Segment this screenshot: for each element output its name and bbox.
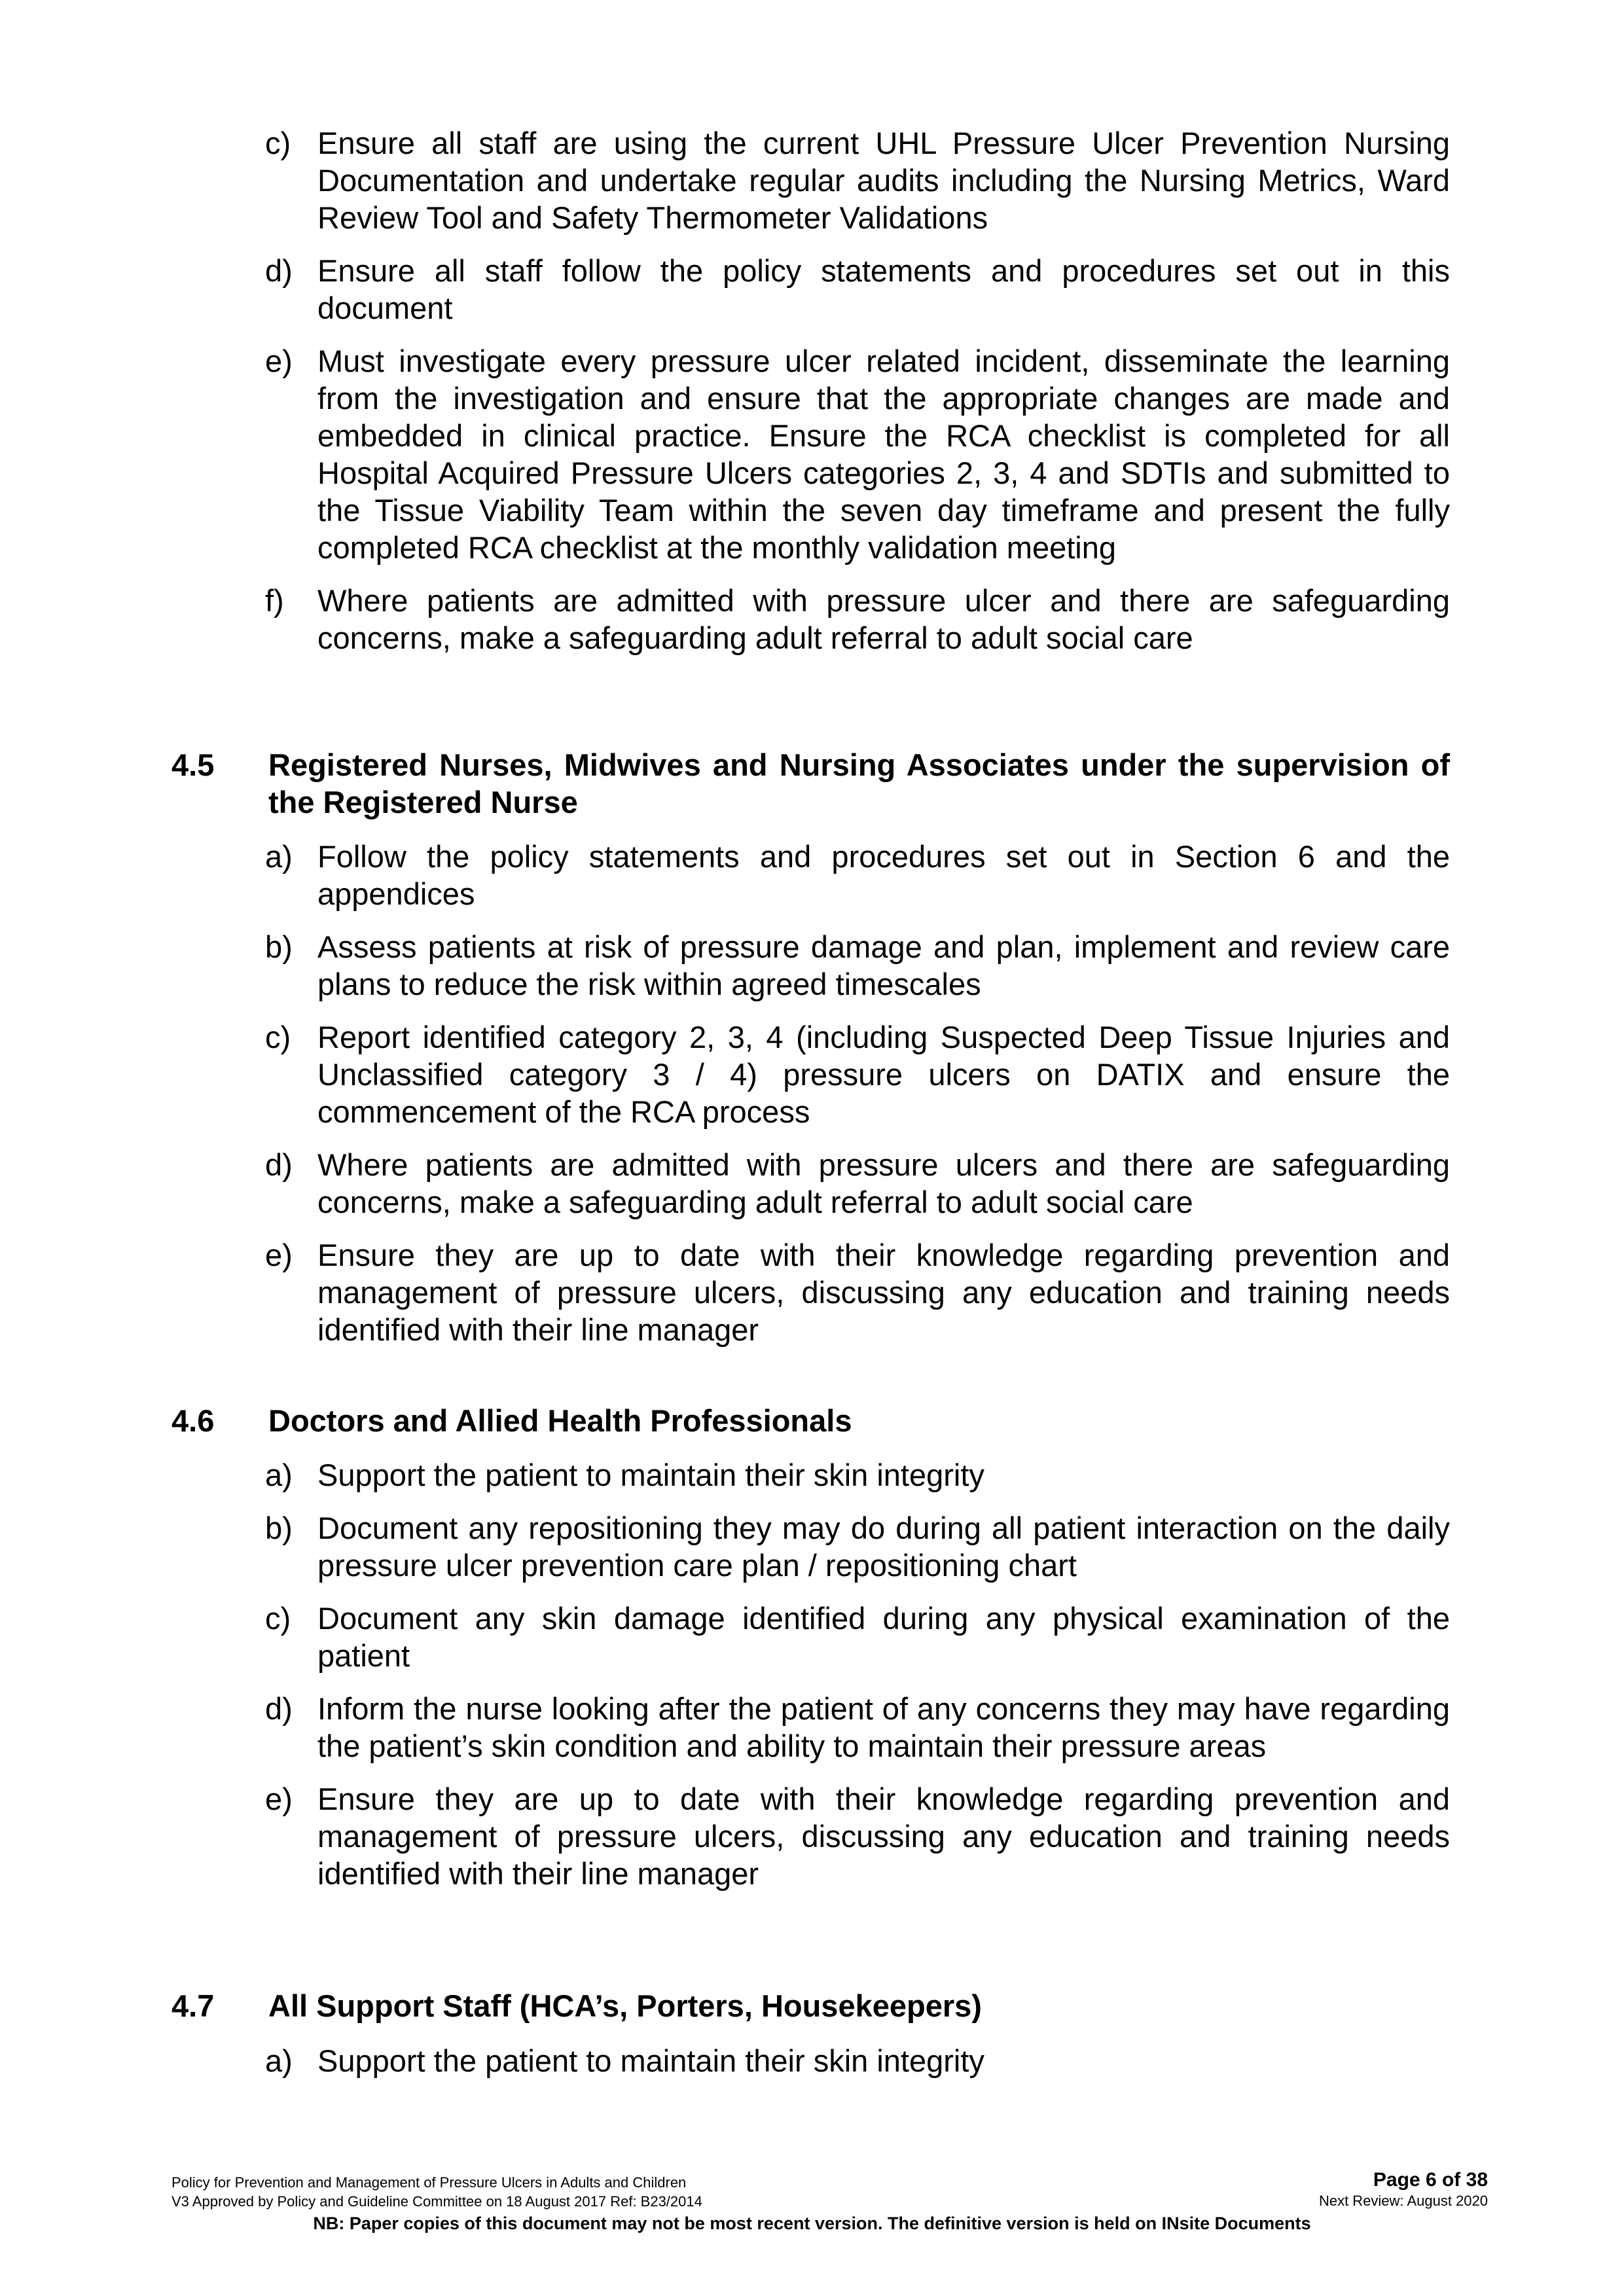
list-item [265, 838, 1450, 912]
list-item-text: Follow the policy statements and procedures set out in Section 6 and the appendices [317, 839, 1450, 911]
section-heading-4-6 [171, 1402, 1450, 1439]
list-item-label: d) [265, 1147, 293, 1182]
list-item-label: d) [265, 1691, 293, 1726]
section-4-5-list [265, 838, 1450, 1364]
list-item [265, 124, 1450, 236]
responsibilities-list-continued [265, 124, 1450, 672]
list-item-label: b) [265, 929, 293, 964]
section-4-6-list [265, 1456, 1450, 1908]
list-item-text: Report identified category 2, 3, 4 (including Suspected Deep Tissue Injuries and Unclassified category 3 / 4) pressure ulcers on DATIX and ensure the commencement of the RCA process [317, 1020, 1450, 1129]
list-item [265, 1146, 1450, 1221]
list-item-text: Ensure they are up to date with their knowledge regarding prevention and management of pressure ulcers, discussing any education and training needs identified with their line manager [317, 1238, 1450, 1347]
section-heading-4-5 [171, 746, 1450, 821]
list-item [265, 1690, 1450, 1765]
list-item-text: Assess patients at risk of pressure damage and plan, implement and review care plans to reduce the risk within agreed timescales [317, 929, 1450, 1001]
list-item-text: Support the patient to maintain their skin integrity [317, 1458, 984, 1492]
list-item [265, 1456, 1450, 1494]
list-item [265, 1600, 1450, 1674]
list-item-text: Where patients are admitted with pressure ulcers and there are safeguarding concerns, make a safeguarding adult referral to adult social care [317, 1147, 1450, 1219]
list-item-text: Must investigate every pressure ulcer related incident, disseminate the learning from the investigation and ensure that the appropriate changes are made and embedded in clinical practice. Ensure the RCA checklist is completed for all Hospital Acquired Pressure Ulcers categories 2, 3, 4 and SDTIs and submitted to the Tissue Viability Team within the seven day timeframe and present the fully completed RCA checklist at the monthly validation meeting [317, 344, 1450, 565]
list-item [265, 1780, 1450, 1892]
list-item-label: c) [265, 1601, 291, 1636]
list-item-label: e) [265, 344, 293, 378]
list-item-label: c) [265, 1020, 291, 1054]
section-title: Doctors and Allied Health Professionals [268, 1403, 852, 1438]
section-number: 4.6 [171, 1403, 215, 1438]
list-item-label: b) [265, 1511, 293, 1545]
section-heading-4-7 [171, 1987, 1450, 2024]
footer-note: NB: Paper copies of this document may not be most recent version. The definitive version is held on INsite Documents [313, 2214, 1311, 2233]
section-number: 4.7 [171, 1988, 215, 2023]
list-item-label: a) [265, 2043, 293, 2078]
footer-right [1319, 2169, 1488, 2210]
page-number: Page 6 of 38 [1373, 2169, 1488, 2191]
list-item-label: f) [265, 583, 284, 618]
footer-left [171, 2173, 702, 2211]
section-title: All Support Staff (HCA’s, Porters, Housekeepers) [268, 1988, 982, 2023]
list-item-text: Document any skin damage identified during any physical examination of the patient [317, 1601, 1450, 1673]
list-item-text: Where patients are admitted with pressure ulcer and there are safeguarding concerns, make a safeguarding adult referral to adult social care [317, 583, 1450, 655]
footer-document-title: Policy for Prevention and Management of Pressure Ulcers in Adults and Children [171, 2174, 687, 2191]
list-item-label: e) [265, 1782, 293, 1816]
list-item [265, 1509, 1450, 1584]
list-item [265, 252, 1450, 327]
list-item-text: Ensure they are up to date with their knowledge regarding prevention and management of pressure ulcers, discussing any education and training needs identified with their line manager [317, 1782, 1450, 1891]
list-item [265, 1236, 1450, 1348]
section-number: 4.5 [171, 747, 215, 782]
section-title: Registered Nurses, Midwives and Nursing Associates under the supervision of the Registered Nurse [268, 747, 1450, 819]
list-item [265, 342, 1450, 566]
list-item [265, 1018, 1450, 1130]
list-item-label: a) [265, 839, 293, 874]
footer-approval: V3 Approved by Policy and Guideline Committee on 18 August 2017 Ref: B23/2014 [171, 2193, 702, 2210]
footer-next-review: Next Review: August 2020 [1318, 2193, 1488, 2209]
list-item-text: Inform the nurse looking after the patient of any concerns they may have regarding the patient’s skin condition and ability to maintain their pressure areas [317, 1691, 1450, 1763]
list-item-label: a) [265, 1458, 293, 1492]
list-item [265, 582, 1450, 656]
list-item [265, 2042, 1450, 2079]
list-item-text: Ensure all staff follow the policy statements and procedures set out in this document [317, 253, 1450, 325]
list-item-text: Ensure all staff are using the current UHL Pressure Ulcer Prevention Nursing Documentation and undertake regular audits including the Nursing Metrics, Ward Review Tool and Safety Thermometer Validations [317, 126, 1450, 235]
list-item-label: c) [265, 126, 291, 160]
list-item-label: e) [265, 1238, 293, 1272]
list-item-text: Support the patient to maintain their skin integrity [317, 2043, 984, 2078]
section-4-7-list [265, 2042, 1450, 2095]
list-item-label: d) [265, 253, 293, 288]
list-item [265, 928, 1450, 1003]
list-item-text: Document any repositioning they may do during all patient interaction on the daily pressure ulcer prevention care plan / repositioning chart [317, 1511, 1450, 1583]
